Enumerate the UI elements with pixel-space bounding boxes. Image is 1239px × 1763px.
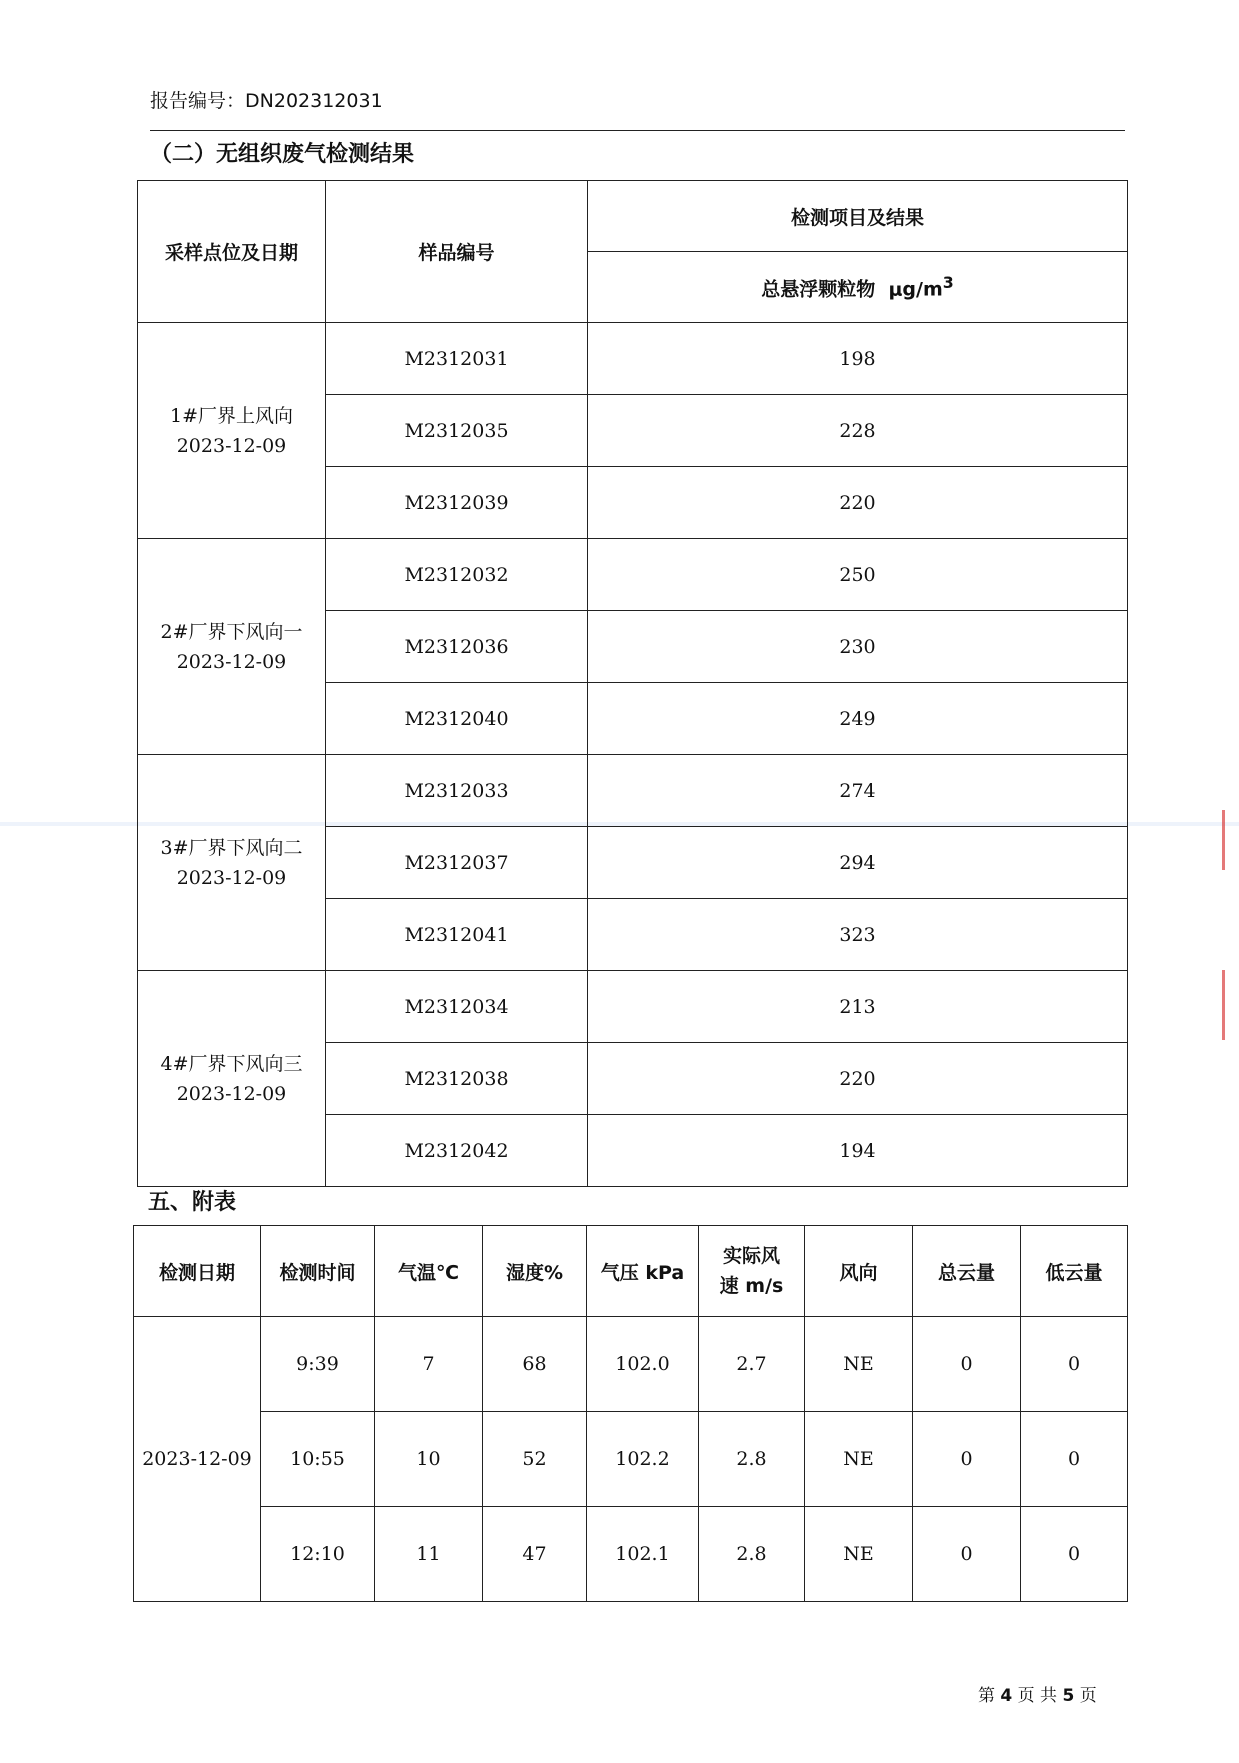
tsp-value-cell: 220 [588, 1043, 1128, 1115]
header-pressure: 气压 kPa [587, 1226, 699, 1317]
header-sample-id: 样品编号 [326, 181, 588, 323]
tsp-value-cell: 274 [588, 755, 1128, 827]
appendix-weather-table [133, 1225, 1128, 1602]
time-cell: 10:55 [261, 1412, 375, 1507]
temperature-cell: 11 [375, 1507, 483, 1602]
wind-speed-cell: 2.7 [699, 1317, 805, 1412]
location-date-cell [138, 539, 326, 755]
sampling-date: 2023-12-09 [176, 650, 287, 673]
header-wind-speed-line2: 速 m/s [719, 1275, 784, 1297]
report-number-line [150, 86, 383, 113]
header-tsp [588, 252, 1128, 323]
tsp-value-cell: 230 [588, 611, 1128, 683]
report-number: DN202312031 [245, 90, 383, 112]
table-row [134, 1412, 1128, 1507]
sample-id-cell: M2312031 [326, 323, 588, 395]
footer-total-pages: 5 [1062, 1686, 1075, 1706]
header-test-time: 检测时间 [261, 1226, 375, 1317]
wind-direction-cell: NE [805, 1412, 913, 1507]
sample-id-cell: M2312037 [326, 827, 588, 899]
header-wind-speed-line1: 实际风 [722, 1245, 780, 1267]
low-cloud-cell: 0 [1021, 1507, 1128, 1602]
seal-edge-mark [1222, 970, 1239, 1040]
wind-direction-cell: NE [805, 1507, 913, 1602]
table-row [138, 971, 1128, 1043]
time-cell: 12:10 [261, 1507, 375, 1602]
sample-id-cell: M2312032 [326, 539, 588, 611]
tsp-value-cell: 228 [588, 395, 1128, 467]
sample-id-cell: M2312038 [326, 1043, 588, 1115]
tsp-value-cell: 213 [588, 971, 1128, 1043]
location-date-cell [138, 323, 326, 539]
header-tsp-unit: μg/m [888, 278, 943, 301]
location-name: 1#厂界上风向 [169, 404, 293, 427]
table-row [138, 539, 1128, 611]
sample-id-cell: M2312033 [326, 755, 588, 827]
header-tsp-label: 总悬浮颗粒物 [761, 278, 876, 301]
location-name: 2#厂界下风向一 [160, 620, 303, 643]
total-cloud-cell: 0 [913, 1507, 1021, 1602]
fugitive-gas-results-table [137, 180, 1128, 1187]
tsp-value-cell: 250 [588, 539, 1128, 611]
header-wind-direction: 风向 [805, 1226, 913, 1317]
tsp-value-cell: 220 [588, 467, 1128, 539]
humidity-cell: 47 [483, 1507, 587, 1602]
wind-direction-cell: NE [805, 1317, 913, 1412]
temperature-cell: 10 [375, 1412, 483, 1507]
table-row [138, 323, 1128, 395]
header-rule [150, 130, 1125, 131]
pressure-cell: 102.0 [587, 1317, 699, 1412]
sample-id-cell: M2312036 [326, 611, 588, 683]
tsp-value-cell: 249 [588, 683, 1128, 755]
sample-id-cell: M2312042 [326, 1115, 588, 1187]
header-low-cloud: 低云量 [1021, 1226, 1128, 1317]
header-test-items-results: 检测项目及结果 [588, 181, 1128, 252]
location-name: 4#厂界下风向三 [160, 1052, 303, 1075]
tsp-value-cell: 194 [588, 1115, 1128, 1187]
time-cell: 9:39 [261, 1317, 375, 1412]
tsp-value-cell: 323 [588, 899, 1128, 971]
header-test-date: 检测日期 [134, 1226, 261, 1317]
location-date-cell [138, 971, 326, 1187]
report-number-label: 报告编号： [150, 90, 246, 112]
footer-page-number: 4 [1000, 1686, 1013, 1706]
header-humidity: 湿度% [483, 1226, 587, 1317]
total-cloud-cell: 0 [913, 1317, 1021, 1412]
table-row [134, 1507, 1128, 1602]
header-total-cloud: 总云量 [913, 1226, 1021, 1317]
sample-id-cell: M2312039 [326, 467, 588, 539]
table-row [138, 755, 1128, 827]
pressure-cell: 102.1 [587, 1507, 699, 1602]
footer-prefix: 第 [978, 1686, 995, 1706]
sample-id-cell: M2312034 [326, 971, 588, 1043]
tsp-value-cell: 294 [588, 827, 1128, 899]
location-date-cell [138, 755, 326, 971]
page-footer [978, 1681, 1097, 1706]
low-cloud-cell: 0 [1021, 1412, 1128, 1507]
section-title-fugitive-gas: （二）无组织废气检测结果 [150, 142, 415, 167]
total-cloud-cell: 0 [913, 1412, 1021, 1507]
footer-middle: 页 共 [1017, 1686, 1058, 1706]
header-wind-speed [699, 1226, 805, 1317]
footer-suffix: 页 [1079, 1686, 1097, 1706]
tsp-value-cell: 198 [588, 323, 1128, 395]
sampling-date: 2023-12-09 [176, 1082, 287, 1105]
header-location-date: 采样点位及日期 [138, 181, 326, 323]
wind-speed-cell: 2.8 [699, 1412, 805, 1507]
location-name: 3#厂界下风向二 [160, 836, 303, 859]
table-row [134, 1317, 1128, 1412]
low-cloud-cell: 0 [1021, 1317, 1128, 1412]
sampling-date: 2023-12-09 [176, 434, 287, 457]
sample-id-cell: M2312041 [326, 899, 588, 971]
header-tsp-unit-sup: 3 [942, 272, 954, 292]
temperature-cell: 7 [375, 1317, 483, 1412]
sample-id-cell: M2312035 [326, 395, 588, 467]
section-title-appendix: 五、附表 [148, 1190, 237, 1215]
sample-id-cell: M2312040 [326, 683, 588, 755]
humidity-cell: 68 [483, 1317, 587, 1412]
wind-speed-cell: 2.8 [699, 1507, 805, 1602]
header-temperature: 气温℃ [375, 1226, 483, 1317]
humidity-cell: 52 [483, 1412, 587, 1507]
test-date-cell: 2023-12-09 [134, 1317, 261, 1602]
sampling-date: 2023-12-09 [176, 866, 287, 889]
seal-edge-mark [1222, 810, 1239, 870]
pressure-cell: 102.2 [587, 1412, 699, 1507]
